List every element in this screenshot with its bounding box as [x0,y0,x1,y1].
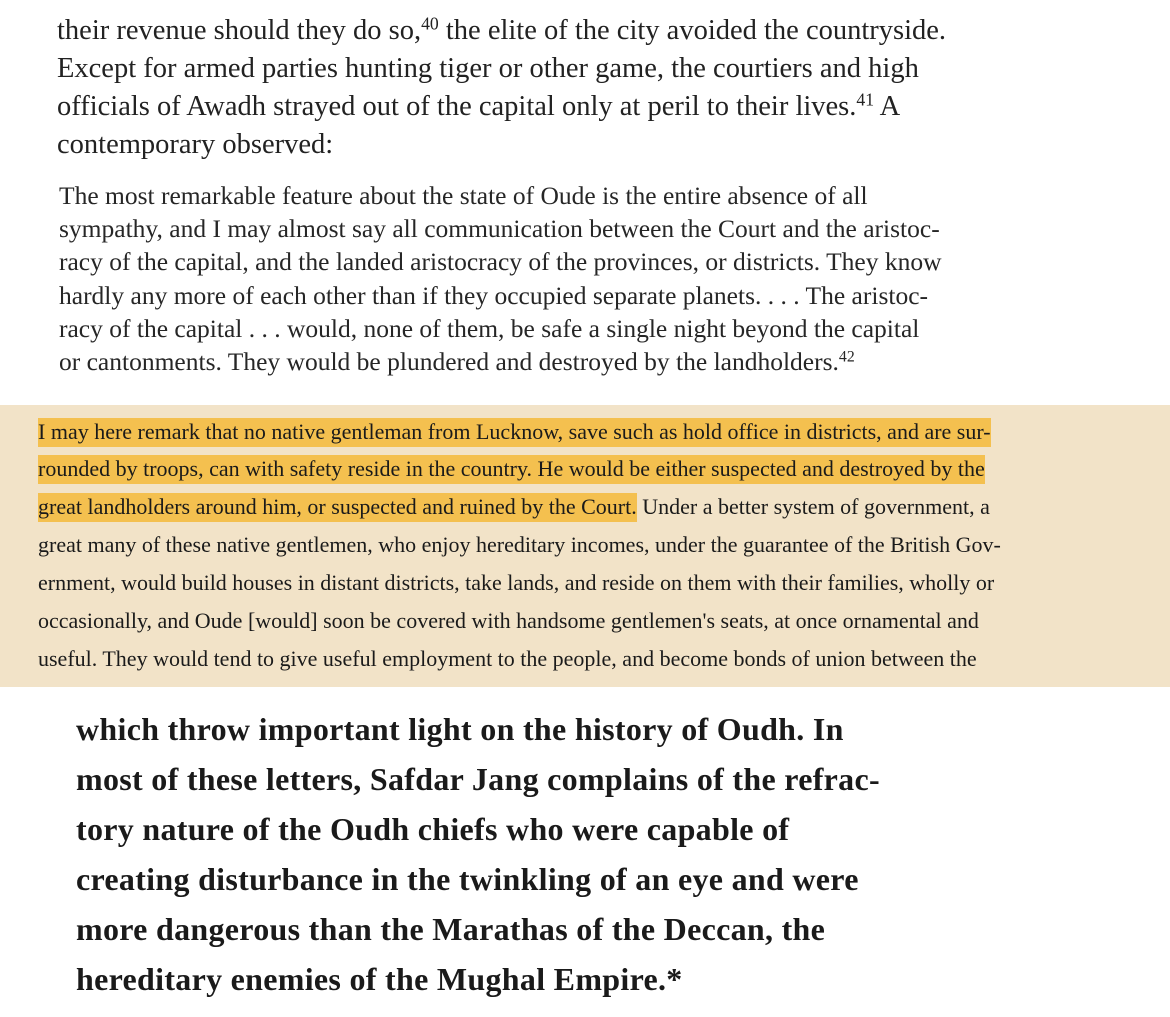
text-line: hereditary enemies of the Mughal Empire.* [76,961,683,997]
footnote-marker: 41 [856,89,875,110]
excerpt-panel-1 [0,0,1170,405]
text-line [38,492,990,522]
text-line: most of these letters, Safdar Jang complains of the refrac- [76,761,880,797]
quote-line: The most remarkable feature about the state of Oude is the entire absence of all [59,181,868,210]
quote-line: racy of the capital . . . would, none of them, be safe a single night beyond the capital [59,314,920,343]
excerpt-panel-3 [0,687,1170,1017]
text-line: creating disturbance in the twinkling of an eye and were [76,861,859,897]
text-line: ernment, would build houses in distant districts, take lands, and reside on them with their families, wholly or [38,570,995,595]
quote-line: racy of the capital, and the landed aristocracy of the provinces, or districts. They know [59,247,942,276]
text-segment: officials of Awadh strayed out of the capital only at peril to their lives. [57,91,857,122]
text-segment: the elite of the city avoided the countryside. [438,15,947,46]
highlighted-text: I may here remark that no native gentleman from Lucknow, save such as hold office in districts, and are sur- [38,418,991,447]
quote-line: sympathy, and I may almost say all communication between the Court and the aristoc- [59,214,940,243]
text-line [38,454,985,484]
highlighted-text: great landholders around him, or suspected and ruined by the Court. [38,493,637,522]
text-line: more dangerous than the Marathas of the Deccan, the [76,911,826,947]
footnote-marker: 40 [421,13,439,34]
text-line [57,88,900,126]
text-line: useful. They would tend to give useful employment to the people, and become bonds of union between the [38,646,977,671]
text-line: which throw important light on the history of Oudh. In [76,711,844,747]
footnote-marker: 42 [838,348,855,366]
text-line: occasionally, and Oude [would] soon be covered with handsome gentlemen's seats, at once ornamental and [38,608,979,633]
text-segment: or cantonments. They would be plundered and destroyed by the landholders. [59,347,839,376]
text-segment: A [874,91,901,122]
text-line: tory nature of the Oudh chiefs who were capable of [76,811,790,847]
excerpt-panel-2 [0,405,1170,687]
quote-line: hardly any more of each other than if they occupied separate planets. . . . The aristoc- [59,281,929,310]
text-line: contemporary observed: [57,129,334,160]
text-segment: Under a better system of government, a [636,494,990,519]
text-line: Except for armed parties hunting tiger or other game, the courtiers and high [57,53,919,84]
quote-line [59,345,855,378]
highlighted-text: rounded by troops, can with safety reside in the country. He would be either suspected and destroyed by the [38,455,985,484]
text-line [38,417,991,447]
text-line [57,12,946,50]
text-segment: their revenue should they do so, [57,15,422,46]
text-line: great many of these native gentlemen, who enjoy hereditary incomes, under the guarantee of the British Gov- [38,532,1001,557]
